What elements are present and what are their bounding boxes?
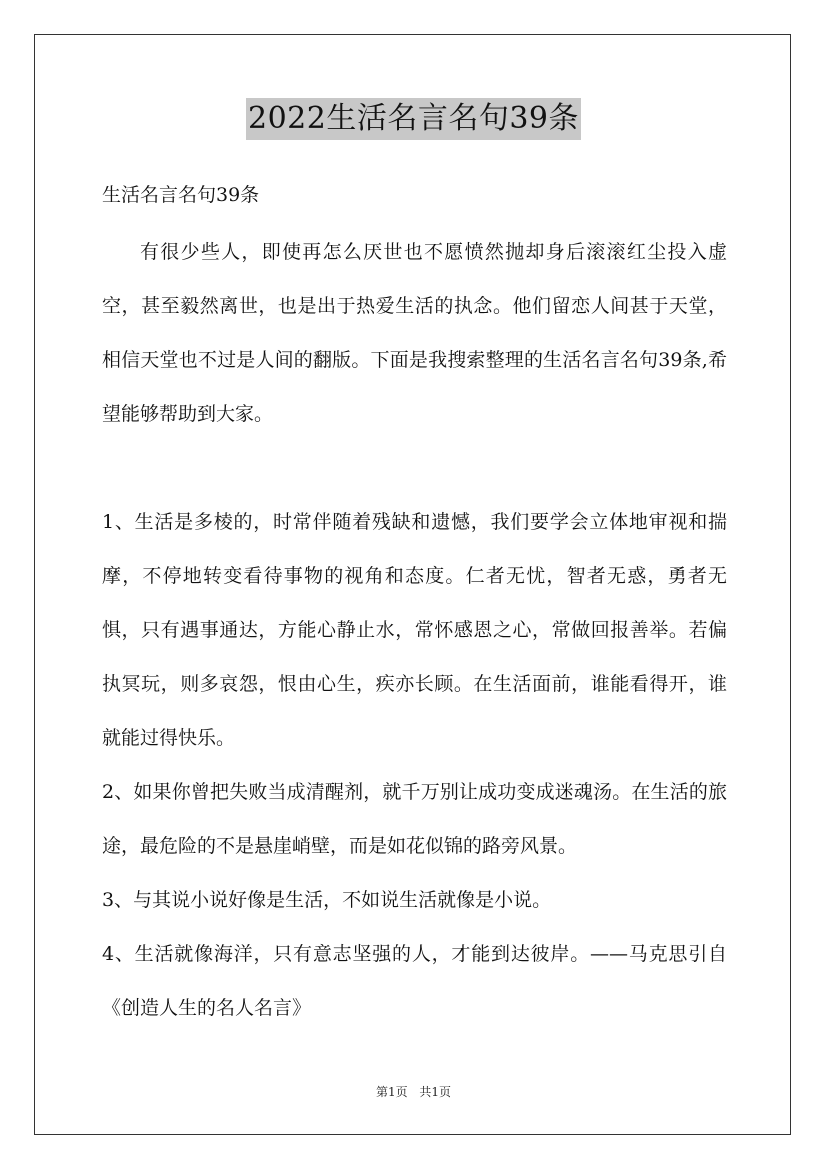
document-title: 2022生活名言名句39条 (246, 98, 581, 140)
document-body (102, 173, 727, 1035)
quote-item-4: 4、生活就像海洋，只有意志坚强的人，才能到达彼岸。——马克思引自《创造人生的名人名言》 (102, 943, 727, 1019)
title-wrap (0, 98, 827, 140)
page-number-current: 第1页 (375, 1085, 408, 1099)
quote-item-2: 2、如果你曾把失败当成清醒剂，就千万别让成功变成迷魂汤。在生活的旅途，最危险的不是悬崖峭壁，而是如花似锦的路旁风景。 (102, 781, 727, 857)
paragraph-spacer (102, 441, 727, 495)
quote-item-3: 3、与其说小说好像是生活，不如说生活就像是小说。 (102, 889, 552, 911)
page-number-total: 共1页 (419, 1085, 452, 1099)
quote-item-1: 1、生活是多棱的，时常伴随着残缺和遗憾，我们要学会立体地审视和揣摩，不停地转变看待事物的视角和态度。仁者无忧，智者无惑，勇者无惧，只有遇事通达，方能心静止水，常怀感恩之心，常做回报善举。若偏执冥玩，则多哀怨，恨由心生，疾亦长顾。在生活面前，谁能看得开，谁就能过得快乐。 (102, 511, 727, 749)
intro-paragraph: 有很少些人，即使再怎么厌世也不愿愤然抛却身后滚滚红尘投入虚空，甚至毅然离世，也是出于热爱生活的执念。他们留恋人间甚于天堂，相信天堂也不过是人间的翻版。下面是我搜索整理的生活名言名句39条,希望能够帮助到大家。 (102, 241, 727, 425)
document-subtitle: 生活名言名句39条 (102, 184, 260, 206)
page-footer (0, 1083, 827, 1100)
